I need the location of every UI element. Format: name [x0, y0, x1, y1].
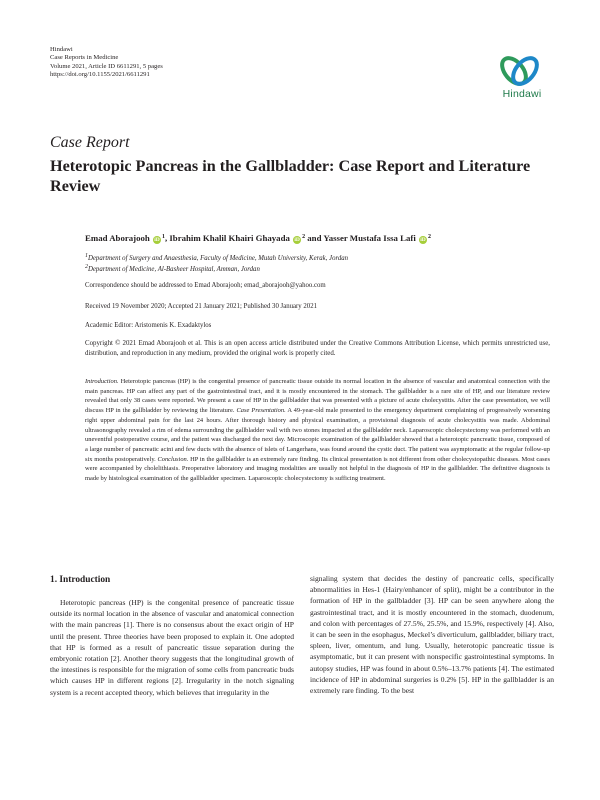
article-type: Case Report	[50, 134, 130, 151]
abstract-conclusion-text: HP in the gallbladder is an extremely rare finding. Its clinical presentation is not different from other cholecystopathic diseases. Most cases were accompanied by cholelithiasis. Preoperative laboratory and imaging modalities are usually not helpful in the diagnosis of HP in the gallbladder. The definitive diagnosis is made by histological examination of the gallbladder specimen. Laparoscopic cholecystectomy is sufficing treatment.	[85, 455, 550, 483]
volume-info: Volume 2021, Article ID 6611291, 5 pages	[50, 62, 163, 70]
abstract-case-text: A 49-year-old male presented to the emergency department complaining of progressively worsening right upper abdominal pain for the last 24 hours. After thorough history and physical examination, a provisional diagnosis of acute cholecystitis was made. Abdominal ultrasonography revealed a rim of edema surrounding the gallbladder wall with two stones impacted at the gallbladder neck. Laparoscopic cholecystectomy was performed with an uneventful postoperative course, and the patient was discharged the next day. Microscopic examination of the gallbladder showed that a heterotopic pancreatic tissue, composed of a large number of pancreatic acini and few ducts with the absence of islets of Langerhans, was found around the cystic duct. The patient was asymptomatic at the regular follow-up six months postoperatively.	[85, 407, 550, 463]
doi-link[interactable]: https://doi.org/10.1155/2021/6611291	[50, 70, 150, 78]
academic-editor: Academic Editor: Aristomenis K. Exadaktylos	[85, 322, 212, 329]
body-text-right-column: signaling system that decides the destiny of pancreatic cells, specifically abnormalities in Hes-1 (Hairy/enhancer of split), might be a contributor in the formation of HP in the gallbladder [3]. HP can be seen anywhere along the gastrointestinal tract, and it is mostly encountered in the stomach, duodenum, and colon with percentages of 27.5%, 25.5%, and 15.9%, respectively [4]. Also, it can be seen in the esophagus, Meckel’s diverticulum, gallbladder, biliary tract, spleen, liver, omentum, and lung. Usually, heterotopic pancreatic tissue is asymptomatic, but it can present with nonspecific gastrointestinal symptoms. In autopsy studies, HP was found in about 0.5%–13.7% patients [4]. The estimated incidence of HP in abdominal surgeries is 0.2% [5]. HP in the gallbladder is an extremely rare finding. To the best	[310, 574, 554, 696]
abstract-intro-text: Heterotopic pancreas (HP) is the congenital presence of pancreatic tissue outside its normal location in the absence of vascular and anatomical connection with the main pancreas. HP can affect any part of the gastrointestinal tract, and it is mostly encountered in the stomach. The gallbladder is a rare site of HP, and our literature review revealed that only 38 cases were reported. We present a case of HP in the gallbladder that was presented with a picture of acute cholecystitis. After the case presentation, we will discuss HP in the gallbladder by reviewing the literature.	[85, 378, 550, 415]
author-list: Emad Aborajooh iD $^1$, Ibrahim Khalil Khairi Ghayada iD $^2$ and Yasser Mustafa Issa Lafi iD $^2$	[85, 233, 431, 243]
body-text-left-column: Heterotopic pancreas (HP) is the congenital presence of pancreatic tissue outside its normal location in the absence of vascular and anatomical connection with the main pancreas [1]. There is no consensus about the exact origin of HP until the present. Three theories have been proposed to explain it. One adopted that HP is formed as a result of pancreatic tissue separation during the embryonic rotation [2]. Another theory suggests that the longitudinal growth of the intestines is responsible for the migration of some cells from pancreatic buds which causes HP in different regions [2]. Irregularity in the notch signaling system is a recent accepted theory, which believes that irregularity in the	[50, 598, 294, 697]
affiliation-marker: 2	[85, 264, 88, 270]
affiliation-text: Department of Medicine, Al-Basheer Hospital, Amman, Jordan	[88, 266, 260, 273]
publisher-name: Hindawi	[50, 46, 73, 53]
author-name: and Yasser Mustafa Issa Lafi	[307, 233, 416, 243]
affiliation-marker: 1	[85, 253, 88, 259]
affiliation-1	[85, 253, 348, 262]
affiliation-text: Department of Surgery and Anaesthesia, Faculty of Medicine, Mutah University, Kerak, Jordan	[88, 255, 349, 262]
hindawi-logo-text: Hindawi	[502, 88, 542, 100]
author-affiliation-marker: 2	[302, 234, 306, 240]
copyright-notice: Copyright © 2021 Emad Aborajooh et al. This is an open access article distributed under the Creative Commons Attribution License, which permits unrestricted use, distribution, and reproduction in any medium, provided the original work is properly cited.	[85, 340, 550, 357]
section-heading-introduction: 1. Introduction	[50, 575, 111, 585]
author-name: Emad Aborajooh	[85, 233, 150, 243]
author-name: Ibrahim Khalil Khairi Ghayada	[169, 233, 290, 243]
journal-meta	[50, 46, 163, 79]
publication-dates: Received 19 November 2020; Accepted 21 January 2021; Published 30 January 2021	[85, 303, 317, 310]
abstract-case-label: Case Presentation.	[236, 407, 286, 415]
correspondence: Correspondence should be addressed to Emad Aborajooh; emad_aborajooh@yahoo.com	[85, 282, 326, 289]
orcid-icon[interactable]: iD	[420, 237, 426, 243]
journal-name: Case Reports in Medicine	[50, 54, 119, 62]
orcid-icon[interactable]: iD	[154, 237, 160, 243]
affiliation-2	[85, 264, 260, 273]
abstract	[85, 377, 550, 484]
abstract-conclusion-label: Conclusion.	[157, 455, 189, 463]
orcid-icon[interactable]: iD	[294, 237, 300, 243]
author-affiliation-marker: 1	[161, 234, 165, 240]
author-affiliation-marker: 2	[428, 234, 431, 240]
article-title: Heterotopic Pancreas in the Gallbladder: Case Report and Literature Review	[50, 157, 531, 195]
abstract-intro-label: Introduction.	[85, 378, 119, 385]
